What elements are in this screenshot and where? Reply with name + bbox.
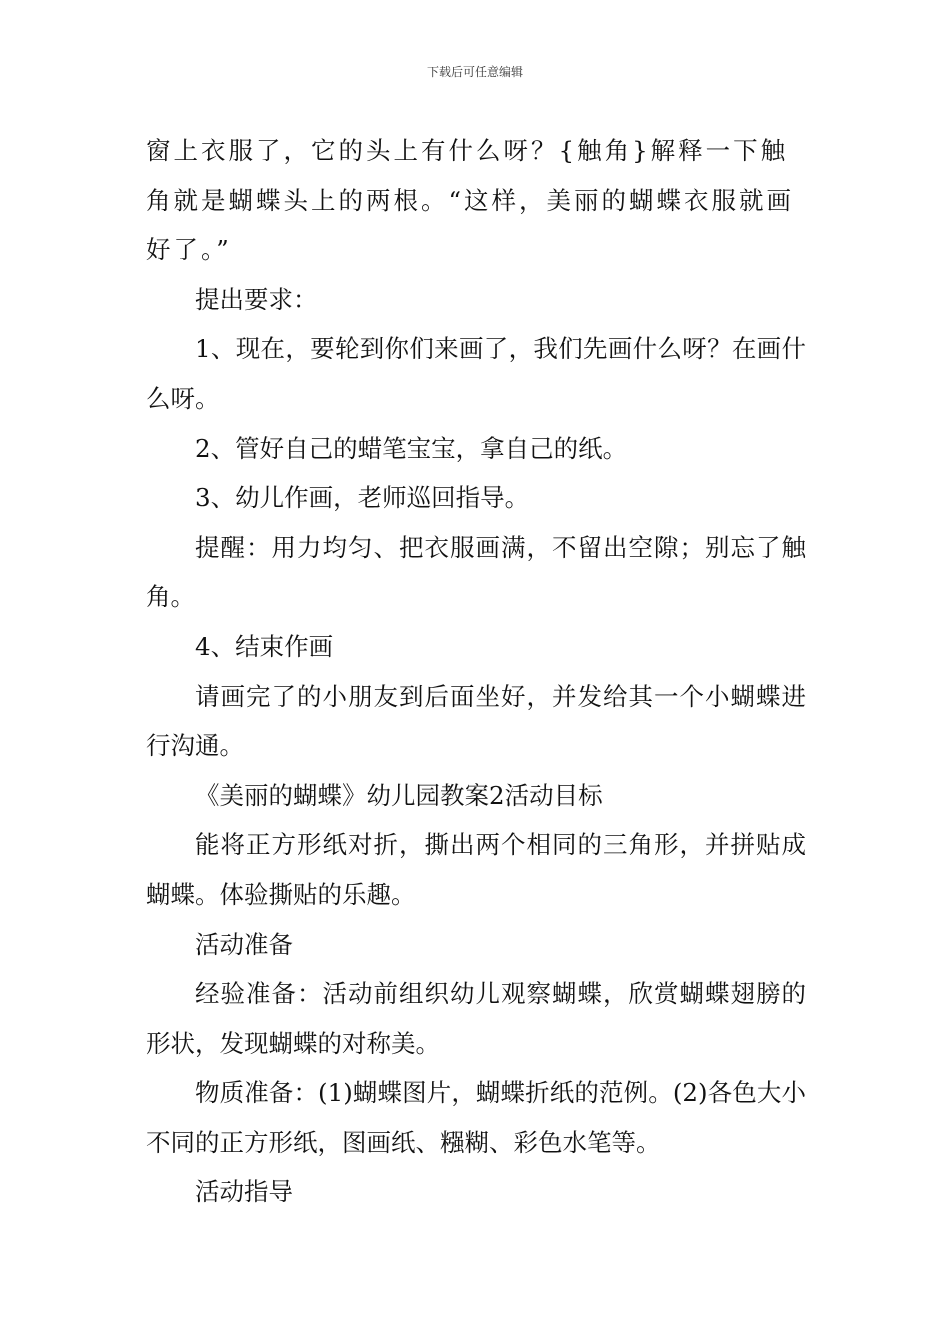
- paragraph-step-1: 1、现在，要轮到你们来画了，我们先画什么呀？在画什么呀。: [146, 334, 806, 413]
- paragraph-requirements-heading: 提出要求：: [195, 284, 318, 314]
- lesson-plan-title: 《美丽的蝴蝶》幼儿园教案2活动目标: [195, 780, 603, 810]
- paragraph-reminder: 提醒：用力均匀、把衣服画满，不留出空隙；别忘了触角。: [146, 532, 806, 612]
- paragraph-continuation: 窗上衣服了，它的头上有什么呀？{触角}解释一下触角就是蝴蝶头上的两根。“这样，美丽的蝴蝶衣服就画好了。”: [146, 136, 795, 265]
- paragraph-step-2: 2、管好自己的蜡笔宝宝，拿自己的纸。: [195, 433, 628, 463]
- paragraph-step-3: 3、幼儿作画，老师巡回指导。: [195, 483, 530, 513]
- paragraph-experience-prep: 经验准备：活动前组织幼儿观察蝴蝶，欣赏蝴蝶翅膀的形状，发现蝴蝶的对称美。: [146, 979, 806, 1058]
- document-body: [146, 126, 806, 1217]
- paragraph-finish: 请画完了的小朋友到后面坐好，并发给其一个小蝴蝶进行沟通。: [146, 681, 806, 761]
- page-header-note: 下载后可任意编辑: [426, 65, 523, 79]
- section-heading-guidance: 活动指导: [195, 1177, 293, 1207]
- paragraph-material-prep: 物质准备：(1)蝴蝶图片，蝴蝶折纸的范例。(2)各色大小不同的正方形纸，图画纸、糨糊、彩色水笔等。: [146, 1078, 806, 1157]
- paragraph-step-4: 4、结束作画: [195, 631, 334, 661]
- paragraph-objective: 能将正方形纸对折，撕出两个相同的三角形，并拼贴成蝴蝶。体验撕贴的乐趣。: [146, 830, 806, 909]
- section-heading-preparation: 活动准备: [195, 929, 293, 959]
